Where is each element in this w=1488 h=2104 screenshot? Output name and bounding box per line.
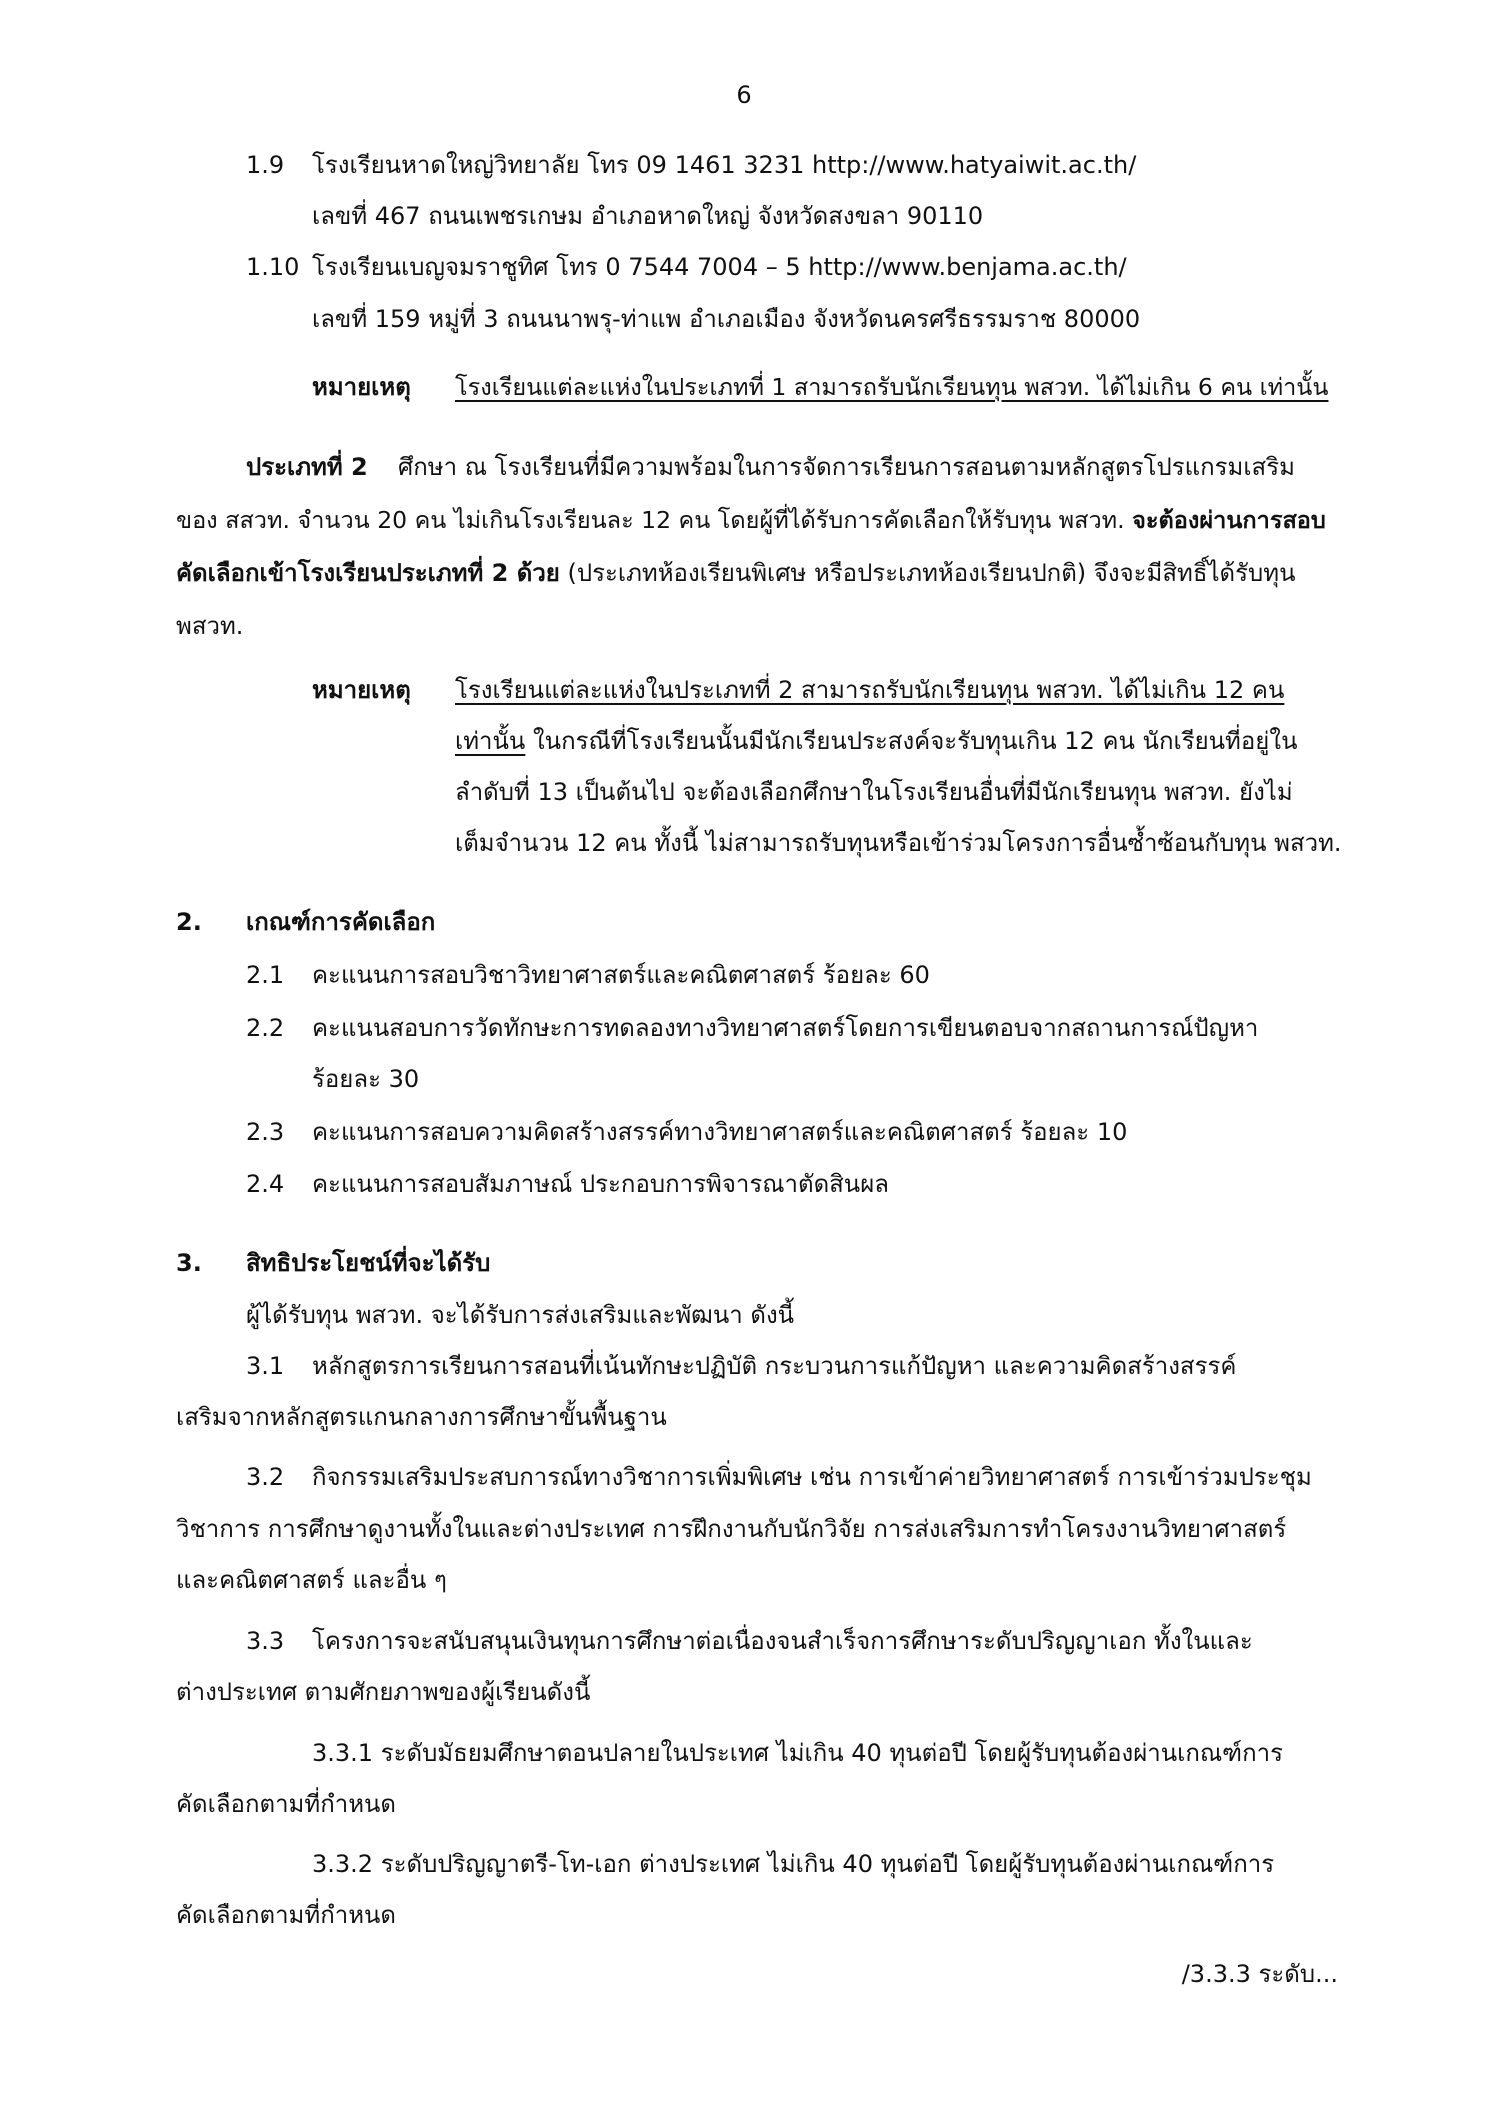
- benefit-text: วิชาการ การศึกษาดูงานทั้งในและต่างประเทศ การฝึกงานกับนักวิจัย การส่งเสริมการทำโครงงานวิทยาศาสตร์: [176, 1515, 1287, 1543]
- section-title: สิทธิประโยชน์ที่จะได้รับ: [246, 1249, 491, 1277]
- sub-benefit-text: คัดเลือกตามที่กำหนด: [176, 1790, 397, 1818]
- note-text: โรงเรียนแต่ละแห่งในประเภทที่ 1 สามารถรับนักเรียนทุน พสวท. ได้ไม่เกิน 6 คน เท่านั้น: [455, 373, 1329, 401]
- sub-benefit-text: 3.3.1 ระดับมัธยมศึกษาตอนปลายในประเทศ ไม่เกิน 40 ทุนต่อปี โดยผู้รับทุนต้องผ่านเกณฑ์การ: [312, 1739, 1283, 1767]
- note-text: ลำดับที่ 13 เป็นต้นไป จะต้องเลือกศึกษาในโรงเรียนอื่นที่มีนักเรียนทุน พสวท. ยังไม่: [455, 778, 1293, 806]
- note-text-rest: ในกรณีที่โรงเรียนนั้นมีนักเรียนประสงค์จะรับทุนเกิน 12 คน นักเรียนที่อยู่ใน: [532, 727, 1298, 755]
- type2-line: ศึกษา ณ โรงเรียนที่มีความพร้อมในการจัดการเรียนการสอนตามหลักสูตรโปรแกรมเสริม: [398, 453, 1295, 481]
- school-number: 1.9: [246, 151, 285, 179]
- benefit-text: โครงการจะสนับสนุนเงินทุนการศึกษาต่อเนื่องจนสำเร็จการศึกษาระดับปริญญาเอก ทั้งในและ: [312, 1627, 1253, 1655]
- benefit-number: 3.2: [246, 1463, 285, 1491]
- criteria-text: คะแนนการสอบสัมภาษณ์ ประกอบการพิจารณาตัดสินผล: [312, 1170, 889, 1198]
- note-underlined: เท่านั้น: [455, 727, 526, 755]
- type2-emphasis: คัดเลือกเข้าโรงเรียนประเภทที่ 2 ด้วย: [176, 559, 560, 587]
- page-number: 6: [736, 81, 752, 109]
- school-address-line: เลขที่ 159 หมู่ที่ 3 ถนนนาพรุ-ท่าแพ อำเภอเมือง จังหวัดนครศรีธรรมราช 80000: [312, 305, 1141, 333]
- school-address-line: เลขที่ 467 ถนนเพชรเกษม อำเภอหาดใหญ่ จังหวัดสงขลา 90110: [312, 202, 984, 230]
- type2-line-text: ของ สสวท. จำนวน 20 คน ไม่เกินโรงเรียนละ 12 คน โดยผู้ที่ได้รับการคัดเลือกให้รับทุน พสวท.: [176, 506, 1125, 534]
- benefit-text: หลักสูตรการเรียนการสอนที่เน้นทักษะปฏิบัติ กระบวนการแก้ปัญหา และความคิดสร้างสรรค์: [312, 1352, 1237, 1380]
- criteria-number: 2.1: [246, 961, 285, 989]
- note-text: โรงเรียนแต่ละแห่งในประเภทที่ 2 สามารถรับนักเรียนทุน พสวท. ได้ไม่เกิน 12 คน: [455, 676, 1285, 704]
- section-title: เกณฑ์การคัดเลือก: [246, 908, 436, 936]
- benefit-text: ต่างประเทศ ตามศักยภาพของผู้เรียนดังนี้: [176, 1678, 591, 1706]
- school-name-line: โรงเรียนหาดใหญ่วิทยาลัย โทร 09 1461 3231 http://www.hatyaiwit.ac.th/: [312, 151, 1137, 179]
- section-number: 3.: [176, 1249, 202, 1277]
- criteria-text: คะแนนการสอบวิชาวิทยาศาสตร์และคณิตศาสตร์ ร้อยละ 60: [312, 961, 930, 989]
- criteria-text: ร้อยละ 30: [312, 1065, 420, 1093]
- type2-line: [176, 503, 1326, 537]
- type2-line: พสวท.: [176, 612, 244, 640]
- note-label: หมายเหตุ: [312, 676, 411, 704]
- benefit-text: กิจกรรมเสริมประสบการณ์ทางวิชาการเพิ่มพิเศษ เช่น การเข้าค่ายวิทยาศาสตร์ การเข้าร่วมประชุม: [312, 1463, 1312, 1491]
- criteria-text: คะแนนสอบการวัดทักษะการทดลองทางวิทยาศาสตร์โดยการเขียนตอบจากสถานการณ์ปัญหา: [312, 1014, 1259, 1042]
- criteria-number: 2.4: [246, 1170, 285, 1198]
- school-number: 1.10: [246, 253, 300, 281]
- benefit-number: 3.3: [246, 1627, 285, 1655]
- note-label: หมายเหตุ: [312, 373, 411, 401]
- criteria-number: 2.2: [246, 1014, 285, 1042]
- criteria-text: คะแนนการสอบความคิดสร้างสรรค์ทางวิทยาศาสตร์และคณิตศาสตร์ ร้อยละ 10: [312, 1118, 1128, 1146]
- benefit-text: และคณิตศาสตร์ และอื่น ๆ: [176, 1566, 447, 1594]
- sub-benefit-text: คัดเลือกตามที่กำหนด: [176, 1901, 397, 1929]
- note-text: [455, 724, 1297, 758]
- benefit-number: 3.1: [246, 1352, 285, 1380]
- type2-line: [176, 556, 1295, 590]
- type2-heading: ประเภทที่ 2: [246, 453, 368, 481]
- criteria-number: 2.3: [246, 1118, 285, 1146]
- type2-line-text: (ประเภทห้องเรียนพิเศษ หรือประเภทห้องเรียนปกติ) จึงจะมีสิทธิ์ได้รับทุน: [567, 559, 1296, 587]
- section-intro: ผู้ได้รับทุน พสวท. จะได้รับการส่งเสริมและพัฒนา ดังนี้: [246, 1301, 795, 1329]
- benefit-text: เสริมจากหลักสูตรแกนกลางการศึกษาขั้นพื้นฐาน: [176, 1403, 667, 1431]
- sub-benefit-text: 3.3.2 ระดับปริญญาตรี-โท-เอก ต่างประเทศ ไม่เกิน 40 ทุนต่อปี โดยผู้รับทุนต้องผ่านเกณฑ์การ: [312, 1850, 1275, 1878]
- type2-emphasis: จะต้องผ่านการสอบ: [1132, 506, 1326, 534]
- school-name-line: โรงเรียนเบญจมราชูทิศ โทร 0 7544 7004 – 5 http://www.benjama.ac.th/: [312, 253, 1127, 281]
- section-number: 2.: [176, 908, 202, 936]
- note-text: เต็มจำนวน 12 คน ทั้งนี้ ไม่สามารถรับทุนหรือเข้าร่วมโครงการอื่นซ้ำซ้อนกับทุน พสวท.: [455, 829, 1342, 857]
- continuation-marker: /3.3.3 ระดับ...: [1181, 1960, 1338, 1988]
